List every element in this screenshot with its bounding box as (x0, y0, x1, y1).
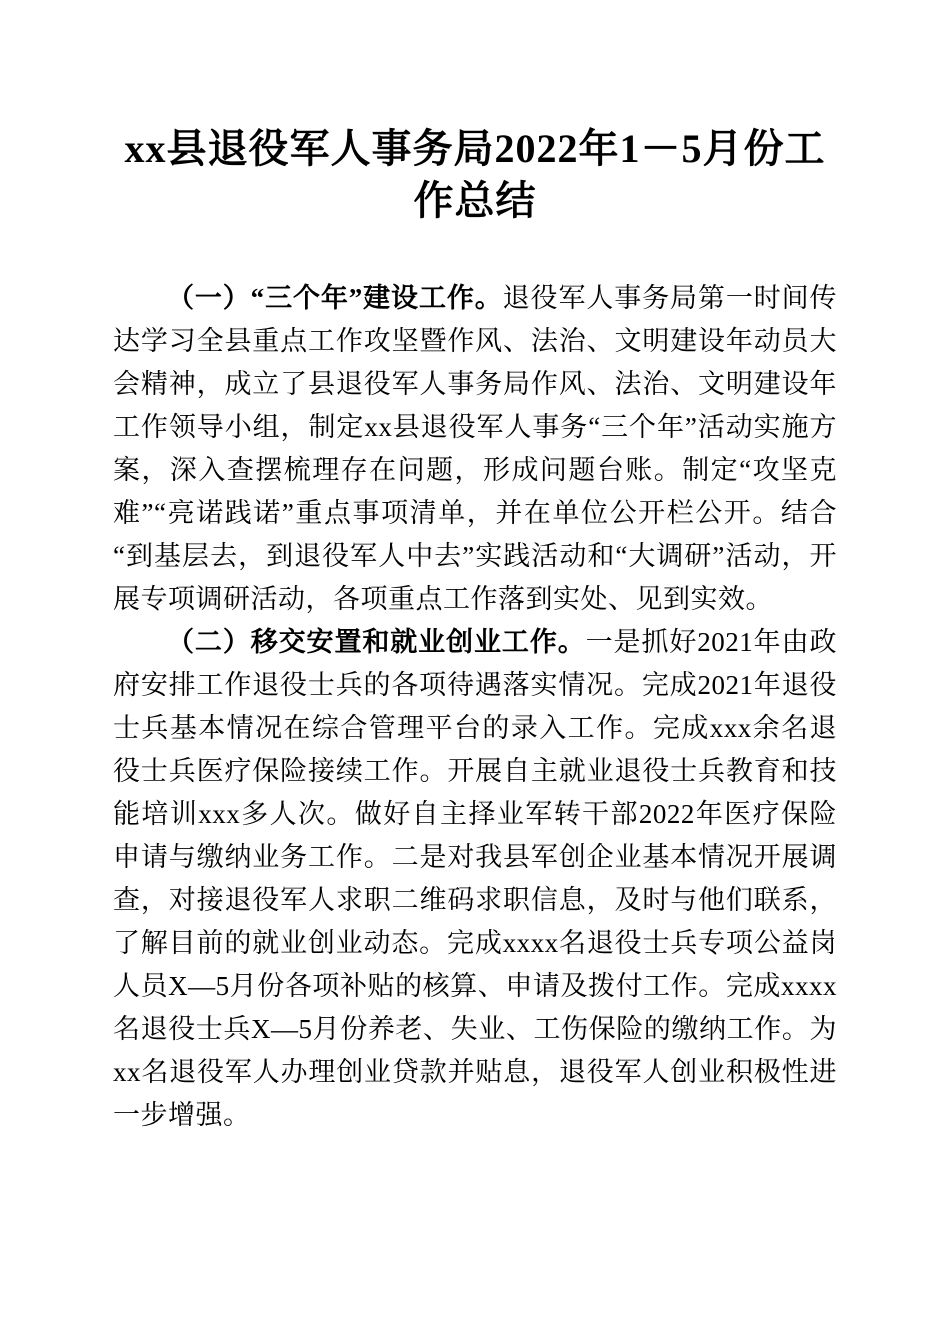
document-title: xx县退役军人事务局2022年1－5月份工作总结 (124, 126, 826, 223)
document-body (113, 277, 837, 1137)
section-paragraph-1 (113, 277, 837, 621)
section-2-heading: （二）移交安置和就业创业工作。 (167, 627, 586, 657)
section-1-text: 退役军人事务局第一时间传达学习全县重点工作攻坚暨作风、法治、文明建设年动员大会精神，成立了县退役军人事务局作风、法治、文明建设年工作领导小组，制定xx县退役军人事务“三个年”活动实施方案，深入查摆梳理存在问题，形成问题台账。制定“攻坚克难”“亮诺践诺”重点事项清单，并在单位公开栏公开。结合“到基层去，到退役军人中去”实践活动和“大调研”活动，开展专项调研活动，各项重点工作落到实处、见到实效。 (113, 283, 838, 614)
section-paragraph-2 (113, 621, 837, 1137)
section-1-heading: （一）“三个年”建设工作。 (167, 283, 503, 313)
section-2-text: 一是抓好2021年由政府安排工作退役士兵的各项待遇落实情况。完成2021年退役士兵基本情况在综合管理平台的录入工作。完成xxx余名退役士兵医疗保险接续工作。开展自主就业退役士兵教育和技能培训xxx多人次。做好自主择业军转干部2022年医疗保险申请与缴纳业务工作。二是对我县军创企业基本情况开展调查，对接退役军人求职二维码求职信息，及时与他们联系，了解目前的就业创业动态。完成xxxx名退役士兵专项公益岗人员X—5月份各项补贴的核算、申请及拨付工作。完成xxxx名退役士兵X—5月份养老、失业、工伤保险的缴纳工作。为xx名退役军人办理创业贷款并贴息，退役军人创业积极性进一步增强。 (113, 627, 838, 1130)
